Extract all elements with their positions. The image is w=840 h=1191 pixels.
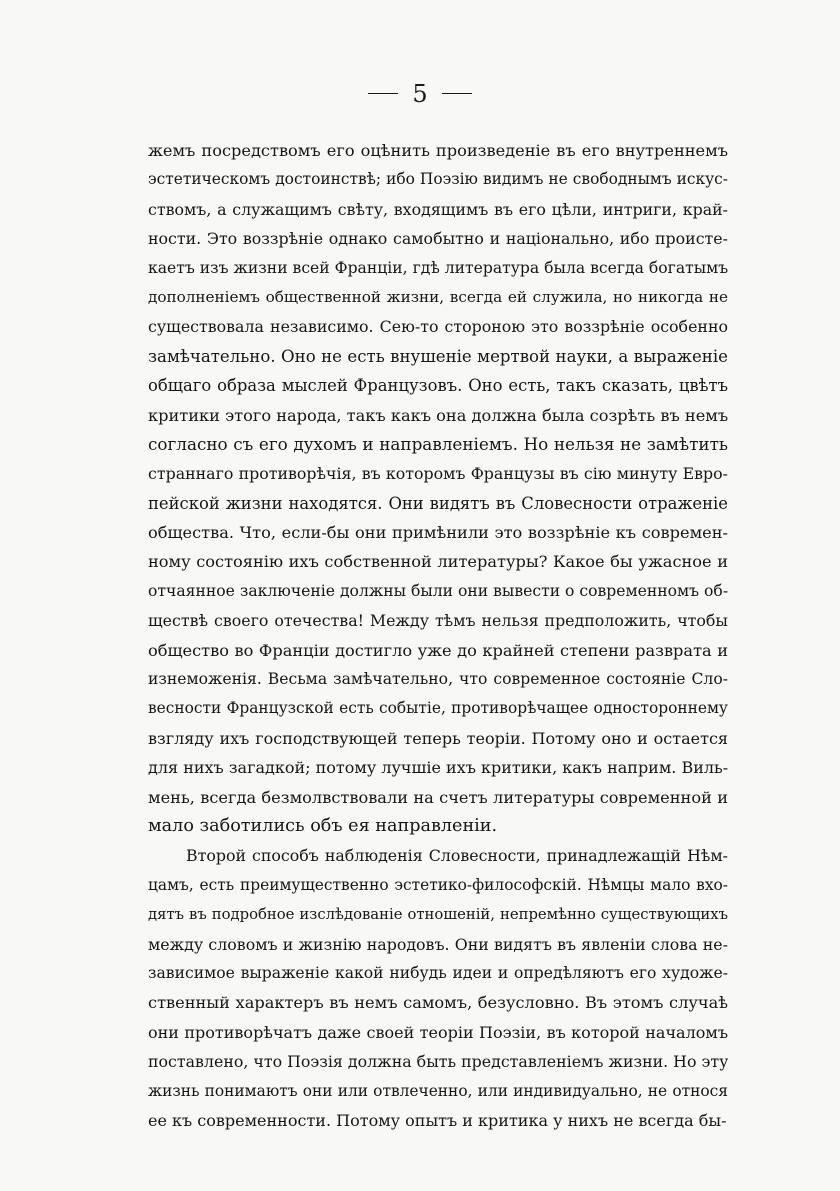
text-line: каетъ изъ жизни всей Францiи, гдѣ литература была всегда богатымъ (148, 258, 728, 277)
text-line: замѣчательно. Оно не есть внушенiе мертвой науки, а выраженiе (148, 346, 728, 366)
text-line: эстетическомъ достоинствѣ; ибо Поэзiю видимъ не свободнымъ искус- (148, 170, 728, 189)
text-line: ности. Это воззрѣнiе однако самобытно и нацiонально, ибо происте- (148, 229, 728, 249)
text-line: согласно съ его духомъ и направленiемъ. Но нельзя не замѣтить (148, 433, 728, 454)
text-line: общество во Францiи достигло уже до крайней степени разврата и (148, 640, 728, 660)
text-line: отчаянное заключенiе должны были они вывести о современномъ об- (148, 581, 728, 600)
text-line: весности Французской есть событiе, противорѣчащее одностороннему (148, 699, 728, 718)
text-line: мень, всегда безмолвствовали на счетъ литературы современной и (148, 787, 728, 807)
text-line: зависимое выраженiе какой нибудь идеи и опредѣляютъ его художе- (148, 963, 728, 982)
text-line: ствомъ, а служащимъ свѣту, входящимъ въ его цѣли, интриги, край- (148, 199, 728, 219)
text-line: они противорѣчатъ даже своей теорiи Поэзiи, въ которой началомъ (148, 1022, 728, 1042)
text-line: жизнь понимаютъ они или отвлеченно, или индивидуально, не относя (148, 1081, 728, 1100)
text-line: между словомъ и жизнiю народовъ. Они видятъ въ явленiи слова не- (148, 934, 728, 954)
paragraph (148, 136, 728, 841)
text-line: для нихъ загадкой; потому лучшiе ихъ критики, какъ наприм. Виль- (148, 758, 728, 778)
text-line: жемъ посредствомъ его оцѣнить произведенiе въ его внутреннемъ (148, 141, 728, 160)
text-line: дополненiемъ общественной жизни, всегда ей служила, но никогда не (148, 287, 728, 306)
text-line: мало заботились объ ея направленiи. (148, 815, 498, 836)
page-number: 5 (412, 80, 428, 108)
text-line: критики этого народа, такъ какъ она должна была созрѣть въ немъ (148, 405, 728, 425)
header-dash-right (442, 93, 472, 94)
text-line: общаго образа мыслей Французовъ. Оно есть, такъ сказать, цвѣтъ (148, 376, 728, 396)
text-line: поставлено, что Поэзiя должна быть представленiемъ жизни. Но эту (148, 1052, 728, 1072)
text-line: ее къ современности. Потому опытъ и критика у нихъ не всегда бы- (148, 1110, 727, 1130)
text-line: изнеможенiя. Весьма замѣчательно, что современное состоянiе Сло- (148, 670, 728, 689)
header-dash-left (368, 93, 398, 94)
text-line: ному состоянiю ихъ собственной литературы? Какое бы ужасное и (148, 552, 728, 572)
paragraph (148, 841, 728, 1135)
text-line: ственный характеръ въ немъ самомъ, безусловно. Въ этомъ случаѣ (148, 993, 728, 1013)
text-line: Второй способъ наблюденiя Словесности, принадлежащiй Нѣм- (186, 846, 728, 866)
text-line: существовала независимо. Сею-то стороною это воззрѣнiе особенно (148, 317, 728, 337)
text-line: взгляду ихъ господствующей теперь теорiи. Потому оно и остается (148, 728, 728, 748)
page-header (0, 80, 840, 108)
text-line: общества. Что, если-бы они примѣнили это воззрѣнiе къ современ- (148, 523, 728, 543)
text-line: страннаго противорѣчiя, въ которомъ Французы въ сiю минуту Евро- (148, 464, 728, 484)
text-line: пейской жизни находятся. Они видятъ въ Словесности отраженiе (148, 493, 728, 513)
text-line: цамъ, есть преимущественно эстетико-философскiй. Нѣмцы мало вхо- (148, 875, 728, 894)
text-line: ществѣ своего отечества! Между тѣмъ нельзя предположить, чтобы (148, 611, 728, 631)
body-text (148, 136, 728, 1135)
text-line: дятъ въ подробное изслѣдованiе отношенiй, непремѣнно существующихъ (148, 906, 728, 924)
